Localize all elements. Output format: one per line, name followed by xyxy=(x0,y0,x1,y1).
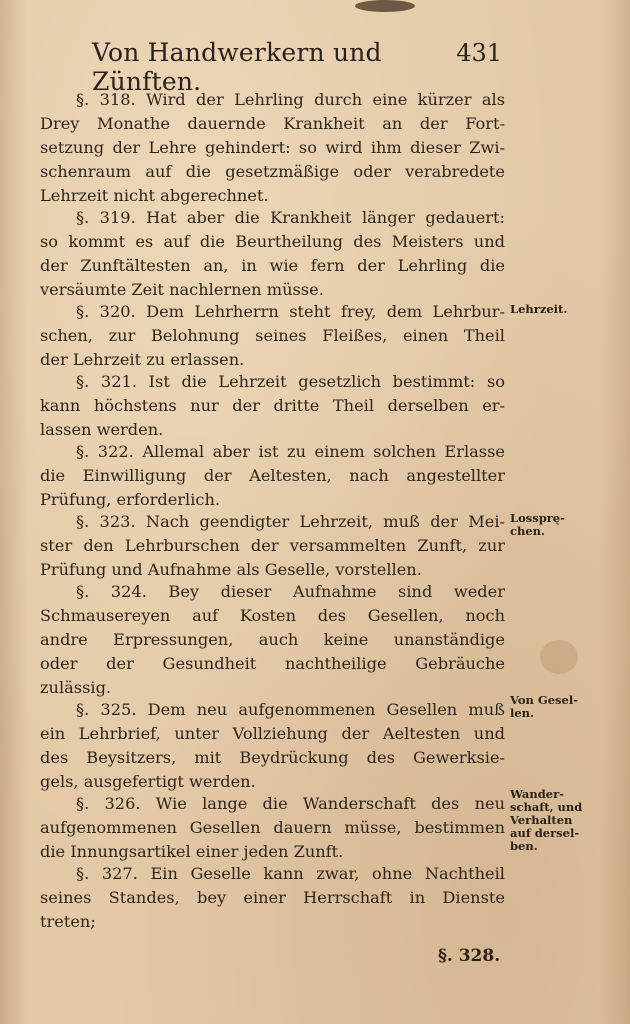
text-line: so kommt es auf die Beurtheilung des Meisters und xyxy=(40,232,505,251)
text-line: des Beysitzers, mit Beydrückung des Gewerksie- xyxy=(40,748,505,767)
text-line: §. 327. Ein Geselle kann zwar, ohne Nachtheil xyxy=(76,864,505,883)
text-line: lassen werden. xyxy=(40,420,164,439)
binding-mark xyxy=(355,0,415,12)
text-line: schenraum auf die gesetzmäßige oder verabredete xyxy=(40,162,505,181)
text-line: §. 326. Wie lange die Wanderschaft des neu xyxy=(76,794,505,813)
text-line: die Einwilligung der Aeltesten, nach angestellter xyxy=(40,466,505,485)
text-line: versäumte Zeit nachlernen müsse. xyxy=(40,280,324,299)
text-line: gels, ausgefertigt werden. xyxy=(40,772,256,791)
text-line: andre Erpressungen, auch keine unanständige xyxy=(40,630,505,649)
running-header xyxy=(92,38,502,96)
page-title: Von Handwerkern und Zünften. xyxy=(92,38,382,96)
text-line: der Lehrzeit zu erlassen. xyxy=(40,350,245,369)
margin-note-wanderschaft: auf dersel- xyxy=(510,826,580,840)
text-line: aufgenommenen Gesellen dauern müsse, bestimmen xyxy=(40,818,505,837)
text-line: §. 320. Dem Lehrherrn steht frey, dem Lehrbur- xyxy=(76,302,505,321)
text-line: §. 321. Ist die Lehrzeit gesetzlich bestimmt: so xyxy=(76,372,505,391)
text-line: schen, zur Belohnung seines Fleißes, einen Theil xyxy=(40,326,505,345)
text-line: §. 324. Bey dieser Aufnahme sind weder xyxy=(76,582,505,601)
text-line: §. 322. Allemal aber ist zu einem solchen Erlasse xyxy=(76,442,505,461)
margin-note-wanderschaft: schaft, und xyxy=(510,800,583,814)
text-line: zulässig. xyxy=(40,678,112,697)
catchword: §. 328. xyxy=(438,946,501,966)
text-line: §. 323. Nach geendigter Lehrzeit, muß der Mei- xyxy=(76,512,505,531)
text-line: Schmausereyen auf Kosten des Gesellen, noch xyxy=(40,606,505,625)
text-line: §. 318. Wird der Lehrling durch eine kürzer als xyxy=(76,90,505,109)
margin-note-lehrzeit: Lehrzeit. xyxy=(510,302,568,316)
text-line: Prüfung und Aufnahme als Geselle, vorstellen. xyxy=(40,560,422,579)
text-line: setzung der Lehre gehindert: so wird ihm dieser Zwi- xyxy=(40,138,505,157)
text-line: Drey Monathe dauernde Krankheit an der Fort- xyxy=(40,114,505,133)
margin-note-wanderschaft: Verhalten xyxy=(510,813,573,827)
text-line: §. 319. Hat aber die Krankheit länger gedauert: xyxy=(76,208,505,227)
text-line: ein Lehrbrief, unter Vollziehung der Aeltesten und xyxy=(40,724,505,743)
text-line: treten; xyxy=(40,912,96,931)
margin-note-von-gesellen: len. xyxy=(510,706,535,720)
text-line: seines Standes, bey einer Herrschaft in Dienste xyxy=(40,888,505,907)
text-line: §. 325. Dem neu aufgenommenen Gesellen muß xyxy=(76,700,505,719)
text-line: der Zunftältesten an, in wie fern der Lehrling die xyxy=(40,256,505,275)
text-line: die Innungsartikel einer jeden Zunft. xyxy=(40,842,344,861)
text-line: Lehrzeit nicht abgerechnet. xyxy=(40,186,269,205)
text-line: oder der Gesundheit nachtheilige Gebräuche xyxy=(40,654,505,673)
paper-stain xyxy=(540,640,578,674)
margin-note-wanderschaft: ben. xyxy=(510,839,538,853)
page-number: 431 xyxy=(456,39,502,67)
text-line: kann höchstens nur der dritte Theil derselben er- xyxy=(40,396,505,415)
margin-note-lossprechen: chen. xyxy=(510,524,546,538)
margin-note-von-gesellen: Von Gesel- xyxy=(510,693,578,707)
margin-note-lossprechen: Lossprę- xyxy=(510,511,565,525)
margin-note-wanderschaft: Wander- xyxy=(510,787,564,801)
text-line: ster den Lehrburschen der versammelten Zunft, zur xyxy=(40,536,505,555)
text-line: Prüfung, erforderlich. xyxy=(40,490,221,509)
